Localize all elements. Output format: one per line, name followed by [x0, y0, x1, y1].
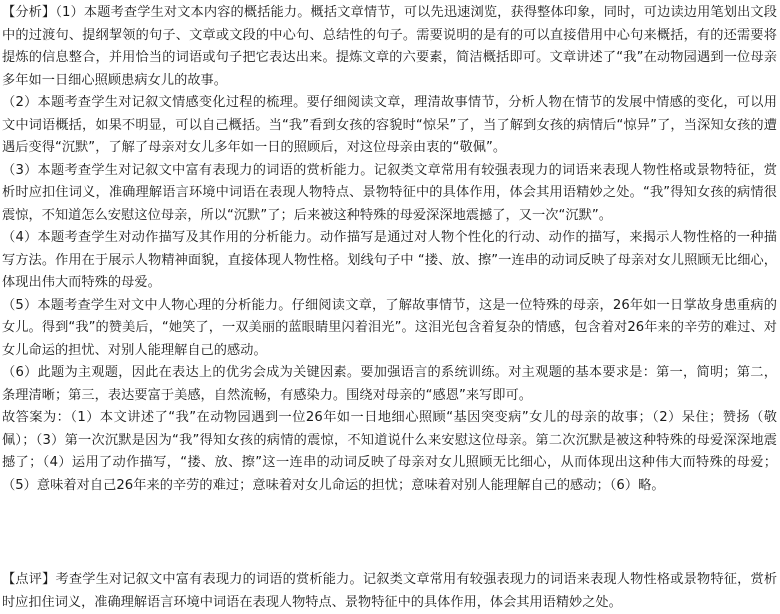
comment-section	[2, 569, 777, 614]
analysis-paragraph-3: （3）本题考查学生对记叙文中富有表现力的词语的赏析能力。记叙类文章常用有较强表现力的词语来表现人物性格或景物特征，赏析时应扣住词义，准确理解语言环境中词语在表现人物特点、景物特征中的具体作用，体会其用语精妙之处。“我”得知女孩的病情很震惊，不知道怎么安慰这位母亲，所以“沉默”了；后来被这种特殊的母爱深深地震撼了，又一次“沉默”。	[2, 162, 777, 223]
analysis-paragraph-6: （6）此题为主观题，因此在表达上的优劣会成为关键因素。要加强语言的系统训练。对主观题的基本要求是：第一，简明；第二，条理清晰；第三，表达要富于美感，自然流畅，有感染力。围绕对母亲的“感恩”来写即可。	[2, 365, 777, 403]
analysis-paragraph-5: （5）本题考查学生对文中人物心理的分析能力。仔细阅读文章，了解故事情节，这是一位特殊的母亲，26年如一日掌故身患重病的女儿。得到“我”的赞美后，“她笑了，一双美丽的蓝眼睛里闪着泪光”。这泪光包含着复杂的情感，包含着对26年来的辛劳的难过、对女儿命运的担忧、对别人能理解自己的感动。	[2, 297, 777, 358]
analysis-section	[2, 2, 777, 497]
analysis-paragraph-4: （4）本题考查学生对动作描写及其作用的分析能力。动作描写是通过对人物个性化的行动、动作的描写，来揭示人物性格的一种描写方法。作用在于展示人物精神面貌，直接体现人物性格。划线句子中 “搂、放、擦”一连串的动词反映了母亲对女儿照顾无比细心，体现出伟大而特殊的母爱。	[2, 230, 777, 290]
comment-tag: 【点评】	[2, 572, 56, 587]
analysis-tag: 【分析】	[2, 5, 56, 20]
analysis-paragraph-1	[2, 2, 777, 92]
answer-paragraph: 故答案为：（1）本文讲述了“我”在动物园遇到一位26年如一日地细心照顾“基因突变病”女儿的母亲的故事；（2）呆住；赞扬（敬佩）；（3）第一次沉默是因为“我”得知女孩的病情的震惊，不知道说什么来安慰这位母亲。第二次沉默是被这种特殊的母爱深深地震撼了；（4）运用了动作描写，“搂、放、擦”这一连串的动词反映了母亲对女儿照顾无比细心，从而体现出这种伟大而特殊的母爱；（5）意味着对自己26年来的辛劳的难过；意味着对女儿命运的担忧；意味着对别人能理解自己的感动；（6）略。	[2, 410, 777, 493]
analysis-paragraph-2: （2）本题考查学生对记叙文情感变化过程的梳理。要仔细阅读文章，理清故事情节，分析人物在情节的发展中情感的变化，可以用文中词语概括，如果不明显，可以自己概括。当“我”看到女孩的容貌时“惊呆”了，当了解到女孩的病情后“惊异”了，当深知女孩的遭遇后变得“沉默”，了解了母亲对女儿多年如一日的照顾后，对这位母亲由衷的“敬佩”。	[2, 95, 777, 155]
analysis-p1-text: （1）本题考查学生对文本内容的概括能力。概括文章情节，可以先迅速浏览，获得整体印象，同时，可边读边用笔划出文段中的过渡句、提纲挈领的句子、文章或文段的中心句、总结性的句子。需要说明的是有的可以直接借用中心句来概括，有的还需要将提炼的信息整合，并用恰当的词语或句子把它表达出来。提炼文章的六要素，简洁概括即可。文章讲述了“我”在动物园遇到一位母亲多年如一日细心照顾患病女儿的故事。	[2, 5, 777, 88]
comment-paragraph	[2, 569, 777, 614]
comment-text: 考查学生对记叙文中富有表现力的词语的赏析能力。记叙类文章常用有较强表现力的词语来表现人物性格或景物特征，赏析时应扣住词义，准确理解语言环境中词语在表现人物特点、景物特征中的具体作用，体会其用语精妙之处。	[2, 572, 778, 610]
section-divider	[0, 558, 780, 559]
